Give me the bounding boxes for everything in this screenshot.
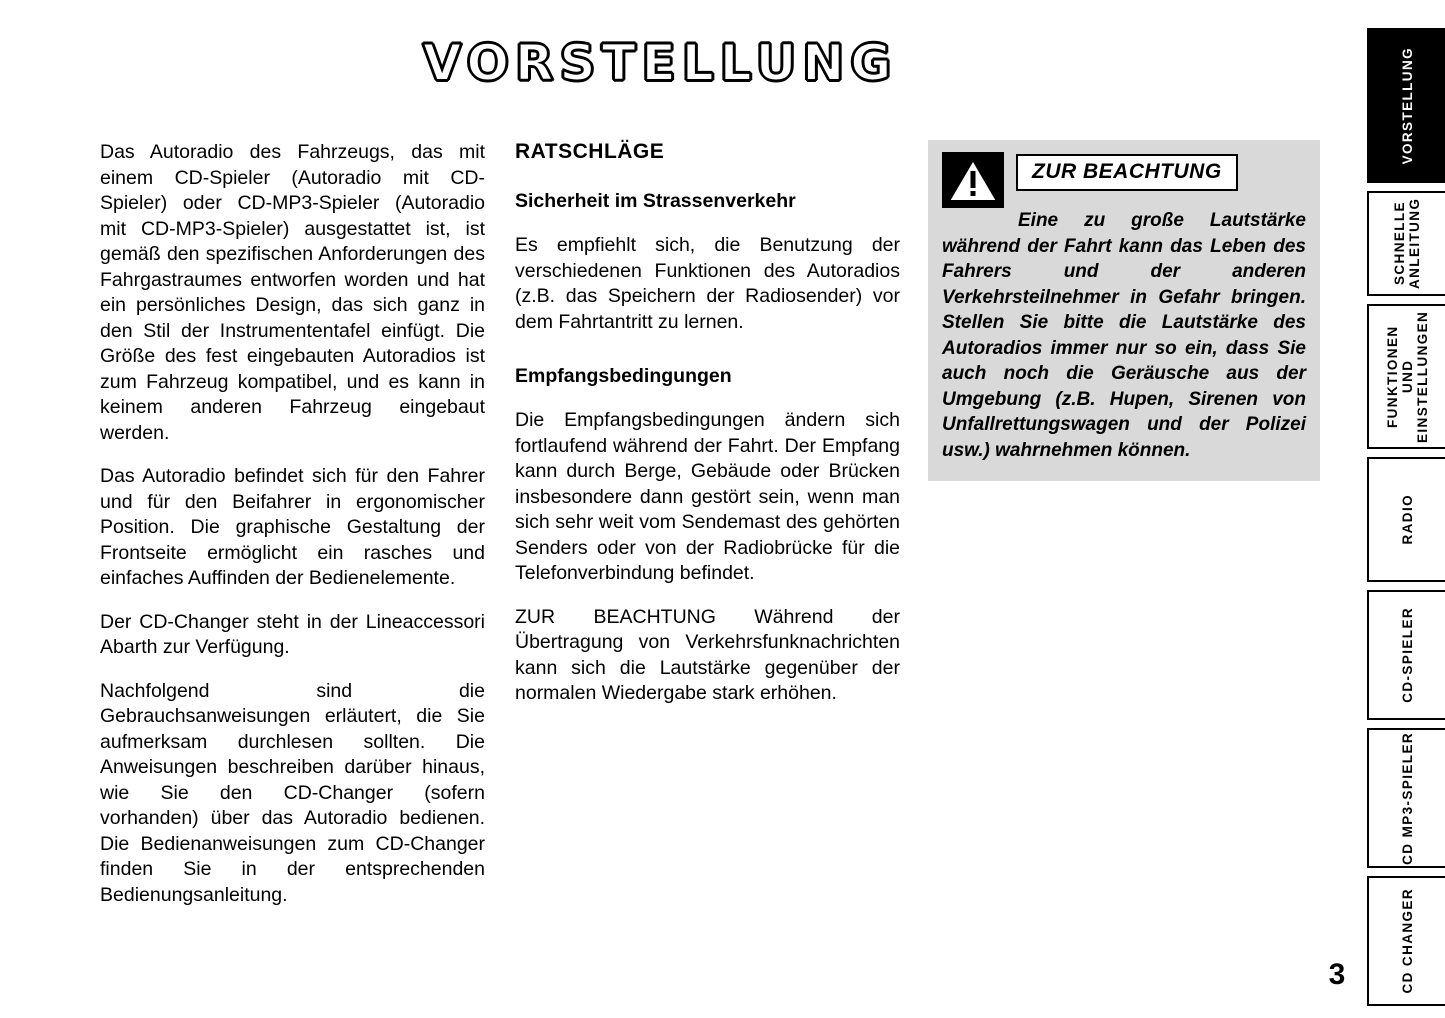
middle-text-column [515,140,900,725]
warning-main-text: Leben des Fahrers und der anderen Verkehrsteilnehmer in Gefahr bringen. Stellen Sie bitte die Lautstärke des Autoradios immer nur so ein, dass Sie auch noch die Geräusche aus der Umgebung (z.B. Hupen, Sirenen von Unfallrettungswagen und der Polizei usw.) wahrnehmen können. [942,235,1306,461]
subheading-empfangsbedingungen: Empfangsbedingungen [515,365,732,387]
warning-triangle-icon [942,152,1004,208]
tab-label: FUNKTIONEN UND EINSTELLUNGEN [1384,310,1430,443]
tab-label: SCHNELLE ANLEITUNG [1392,197,1422,290]
tab-cd-mp3-spieler[interactable] [1367,728,1445,868]
paragraph-intro-4: Nachfolgend sind die Gebrauchsanweisungen erläutert, die Sie aufmerksam durchlesen sollten. Die Anweisungen beschreiben darüber hinaus, wie Sie den CD-Changer (sofern vorhanden) über das Autoradio bedienen. Die Bedienanweisungen zum CD-Changer finden Sie in der entsprechenden Bedienungsanleitung. [100,679,485,906]
warning-title: ZUR BEACHTUNG [1016,154,1238,191]
warning-lead-text: Eine zu große Lautstärke während der Fahrt kann das [942,210,1306,257]
section-heading-ratschlaege: RATSCHLÄGE [515,140,665,163]
tab-label: RADIO [1399,494,1415,545]
warning-header [942,152,1306,208]
paragraph-empfangsbedingungen: Die Empfangsbedingungen ändern sich fortlaufend während der Fahrt. Der Empfang kann durch Berge, Gebäude oder Brücken insbesondere dann gestört sein, wenn man sich sehr weit vom Sendemast des gehörten Senders oder von der Radiobrücke für die Telefonverbindung befindet. [515,409,900,584]
tab-cd-spieler[interactable] [1367,590,1445,720]
tab-cd-changer[interactable] [1367,876,1445,1006]
page-title: VORSTELLUNG [422,34,898,92]
tab-label: CD CHANGER [1399,888,1415,994]
paragraph-intro-2: Das Autoradio befindet sich für den Fahrer und für den Beifahrer in ergonomischer Position. Die graphische Gestaltung der Frontseite ermöglicht ein rasches und einfaches Auffinden der Bedienelemente. [100,465,485,589]
tab-funktionen-und-einstellungen[interactable] [1367,304,1445,449]
tab-label: VORSTELLUNG [1399,46,1415,165]
paragraph-zur-beachtung-note: ZUR BEACHTUNG Während der Übertragung von Verkehrsfunknachrichten kann sich die Lautstärke gegenüber der normalen Wiedergabe stark erhöhen. [515,605,900,704]
subheading-sicherheit: Sicherheit im Strassenverkehr [515,190,796,212]
section-tabs [1367,28,1445,1014]
tab-label: CD-SPIELER [1399,607,1415,703]
tab-vorstellung[interactable] [1367,28,1445,183]
tab-radio[interactable] [1367,457,1445,582]
paragraph-sicherheit: Es empfiehlt sich, die Benutzung der verschiedenen Funktionen des Autoradios (z.B. das Speichern der Radiosender) vor dem Fahrtantritt zu lernen. [515,234,900,333]
paragraph-intro-1: Das Autoradio des Fahrzeugs, das mit einem CD-Spieler (Autoradio mit CD-Spieler) oder CD-MP3-Spieler (Autoradio mit CD-MP3-Spieler) ausgestattet ist, ist gemäß den spezifischen Anforderungen des Fahrgastraumes entworfen worden und hat ein persönliches Design, das sich ganz in den Stil der Instrumententafel einfügt. Die Größe des fest eingebauten Autoradios ist zum Fahrzeug kompatibel, und es kann in keinem anderen Fahrzeug eingebaut werden. [100,141,485,444]
left-text-column [100,140,485,926]
warning-box [928,140,1320,481]
tab-label: CD MP3-SPIELER [1399,731,1415,865]
warning-body [942,208,1306,463]
paragraph-intro-3: Der CD-Changer steht in der Lineaccessori Abarth zur Verfügung. [100,610,485,658]
page-number: 3 [1328,958,1346,991]
tab-schnelle-anleitung[interactable] [1367,191,1445,296]
